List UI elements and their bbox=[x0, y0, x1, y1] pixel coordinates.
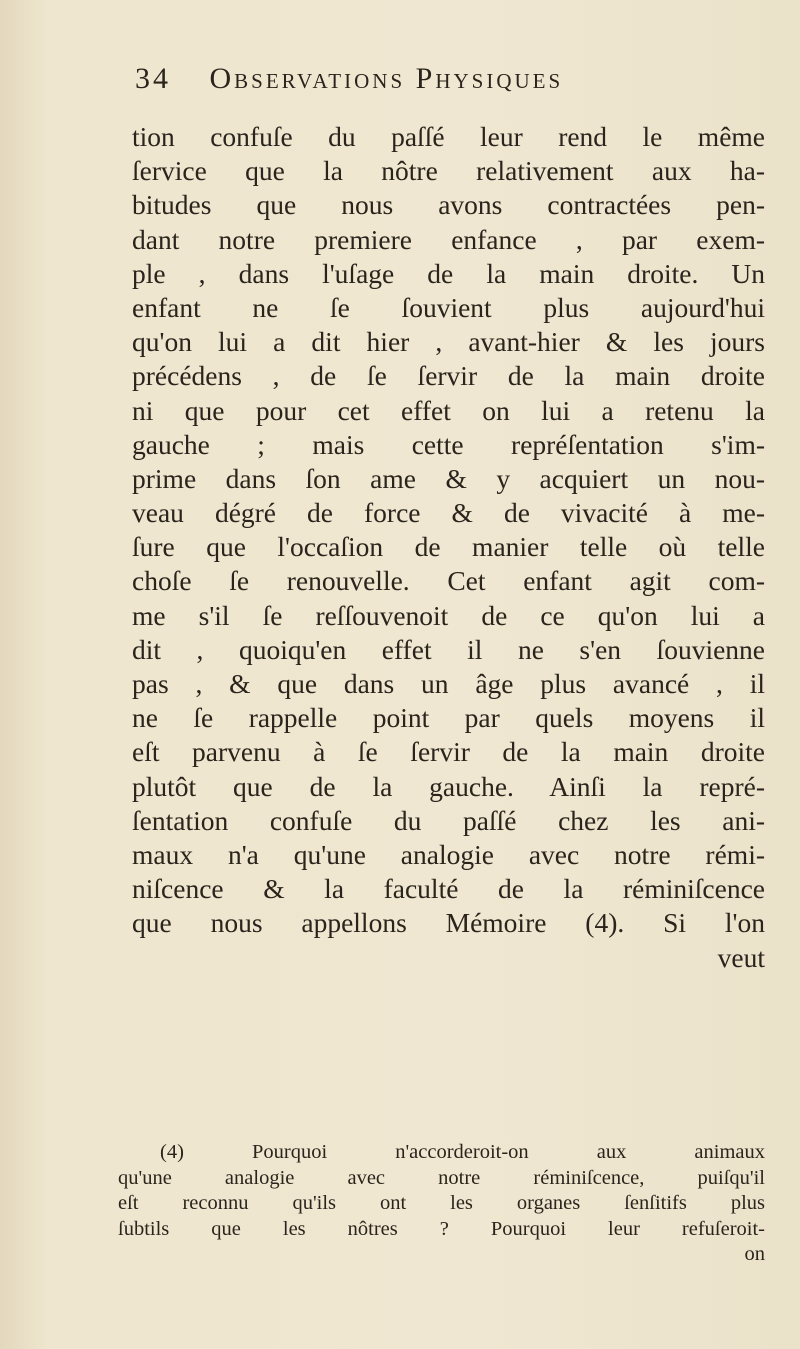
footnote-line: ſubtils que les nôtres ? Pourquoi leur refuſeroit- bbox=[118, 1217, 765, 1240]
page-header bbox=[135, 62, 735, 102]
text-line: niſcence & la faculté de la réminiſcence bbox=[132, 873, 765, 905]
text-line: plutôt que de la gauche. Ainſi la repré- bbox=[132, 770, 765, 802]
footnote bbox=[118, 1140, 765, 1268]
text-line: que nous appellons Mémoire (4). Si l'on bbox=[132, 907, 765, 939]
text-line: me s'il ſe reſſouvenoit de ce qu'on lui a bbox=[132, 599, 765, 631]
footnote-catchword: on bbox=[744, 1243, 765, 1265]
text-line: ſure que l'occaſion de manier telle où telle bbox=[132, 531, 765, 563]
text-line: choſe ſe renouvelle. Cet enfant agit com- bbox=[132, 565, 765, 597]
page-number: 34 bbox=[135, 62, 171, 95]
text-line: dant notre premiere enfance , par exem- bbox=[132, 223, 765, 255]
text-line: eſt parvenu à ſe ſervir de la main droite bbox=[132, 736, 765, 768]
footnote-line: (4) Pourquoi n'accorderoit-on aux animaux bbox=[160, 1141, 765, 1163]
text-line: prime dans ſon ame & y acquiert un nou- bbox=[132, 462, 765, 494]
main-text bbox=[132, 120, 765, 975]
text-line: enfant ne ſe ſouvient plus aujourd'hui bbox=[132, 291, 765, 323]
text-line: ni que pour cet effet on lui a retenu la bbox=[132, 394, 765, 426]
catchword: veut bbox=[717, 941, 765, 973]
text-line: dit , quoiqu'en effet il ne s'en ſouvienne bbox=[132, 633, 765, 665]
footnote-line: eſt reconnu qu'ils ont les organes ſenſitifs plus bbox=[118, 1192, 765, 1214]
text-line: maux n'a qu'une analogie avec notre rémi- bbox=[132, 838, 765, 870]
running-title: Observations Physiques bbox=[209, 62, 564, 95]
text-line: ne ſe rappelle point par quels moyens il bbox=[132, 702, 765, 734]
footnote-line: qu'une analogie avec notre réminiſcence, puiſqu'il bbox=[118, 1166, 765, 1189]
text-line: bitudes que nous avons contractées pen- bbox=[132, 189, 765, 221]
text-line: ſentation confuſe du paſſé chez les ani- bbox=[132, 804, 765, 836]
text-line: veau dégré de force & de vivacité à me- bbox=[132, 497, 765, 529]
text-line: gauche ; mais cette repréſentation s'im- bbox=[132, 428, 765, 460]
text-line: précédens , de ſe ſervir de la main droite bbox=[132, 360, 765, 392]
text-line: tion confuſe du paſſé leur rend le même bbox=[132, 121, 765, 152]
text-line: ple , dans l'uſage de la main droite. Un bbox=[132, 257, 765, 289]
text-line: qu'on lui a dit hier , avant-hier & les jours bbox=[132, 326, 765, 358]
text-line: ſervice que la nôtre relativement aux ha- bbox=[132, 155, 765, 187]
text-line: pas , & que dans un âge plus avancé , il bbox=[132, 668, 765, 699]
